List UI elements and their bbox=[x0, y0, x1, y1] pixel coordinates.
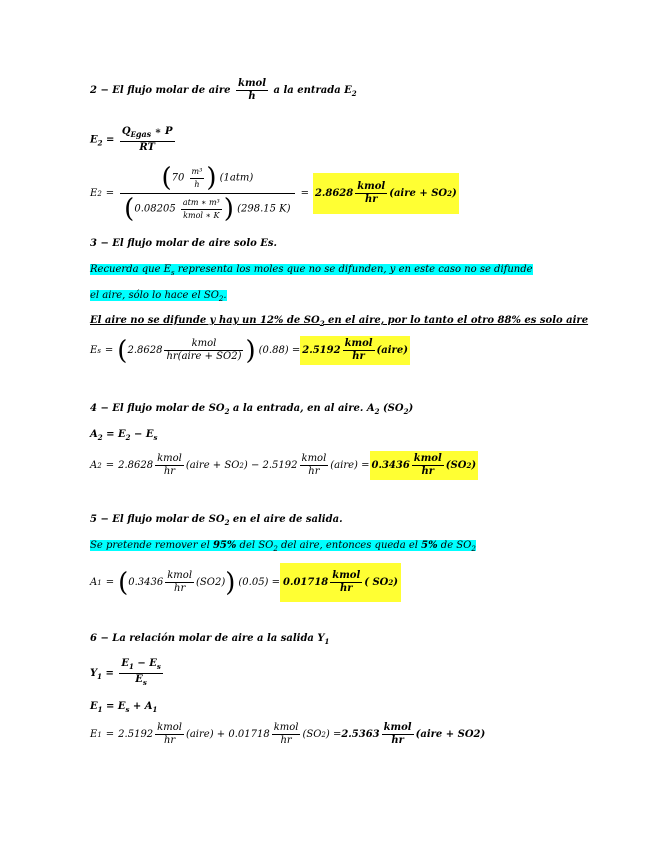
a2-calculation: A 2 = 2.8628 $\frac{\text{kmol}}{hr}$ (aire + SO 2 ) − 2.5192 $\frac{\text{kmol}}{hr}$ (aire) = 0.3436 $\frac{\text{kmol}}{hr}$ (SO 2 ) bbox=[90, 451, 478, 480]
equation-term: (aire) = bbox=[330, 460, 370, 471]
subscript: 1 bbox=[128, 662, 134, 671]
equation-term: (aire) + 0.01718 bbox=[185, 729, 270, 740]
section-6-heading bbox=[90, 632, 329, 648]
temperature-value: (298.15 K) bbox=[237, 203, 291, 215]
a2-definition bbox=[90, 428, 157, 444]
equals-sign: = bbox=[102, 134, 118, 146]
equation-lhs: A bbox=[90, 429, 98, 440]
note-text: . bbox=[223, 290, 227, 301]
es-calculation: E s = ( 2.8628 $\frac{\text{kmol}}{\text{hr(aire + SO2)}}$ ) (0.88) = 2.5192 $\frac{\text{kmol}}{hr}$ (aire) bbox=[90, 335, 408, 366]
fraction-numerator: kmol bbox=[273, 722, 299, 733]
equation-term: = E bbox=[102, 701, 126, 712]
statement-text: El aire no se difunde y hay un bbox=[90, 315, 261, 326]
subscript: 2 bbox=[97, 138, 103, 148]
fraction-denominator: hr bbox=[391, 735, 404, 746]
equation-term: ) = bbox=[325, 729, 342, 740]
section-4-heading bbox=[90, 402, 413, 418]
equation-term: = E bbox=[102, 429, 126, 440]
fraction-numerator: kmol bbox=[383, 722, 412, 733]
e2-fraction bbox=[120, 126, 175, 154]
factor-value: (0.88) = bbox=[258, 345, 301, 356]
result-unit: ) bbox=[393, 577, 399, 588]
fraction-numerator: kmol bbox=[164, 338, 243, 351]
heading-text: 5 − El flujo molar de SO bbox=[90, 514, 225, 525]
subscript: 2 bbox=[466, 461, 472, 470]
note-text: el aire, sólo lo hace el SO bbox=[90, 290, 219, 301]
result-unit: (aire + SO bbox=[389, 188, 448, 199]
heading-text: a la entrada E bbox=[273, 85, 352, 96]
fraction-numerator: kmol bbox=[157, 453, 182, 464]
fraction-denominator: hr bbox=[364, 194, 378, 205]
subscript: s bbox=[156, 662, 161, 671]
note-line-2 bbox=[90, 289, 227, 306]
fraction-denominator: hr bbox=[352, 351, 365, 362]
heading-text: 6 − La relación molar de aire a la salida Y bbox=[90, 633, 325, 644]
subscript: 1 bbox=[152, 705, 158, 714]
note-text: de SO bbox=[437, 540, 472, 551]
subscript: s bbox=[97, 346, 101, 355]
result-unit: ( SO bbox=[364, 577, 389, 588]
subscript: 2 bbox=[224, 518, 230, 527]
fraction-numerator: E bbox=[121, 658, 129, 669]
pressure-value: (1atm) bbox=[219, 172, 254, 184]
subscript: 2 bbox=[403, 407, 409, 416]
result-unit: (aire + SO2) bbox=[415, 729, 486, 740]
e1-definition bbox=[90, 700, 157, 716]
equation-lhs: E bbox=[90, 701, 98, 712]
subscript: 2 bbox=[224, 407, 230, 416]
note-text: del SO bbox=[236, 540, 274, 551]
equation-term: + A bbox=[129, 701, 153, 712]
factor-value: (0.05) = bbox=[238, 577, 281, 588]
note-text: Recuerda que E bbox=[90, 264, 171, 275]
subscript: gas bbox=[135, 129, 152, 139]
section-3-heading: 3 − El flujo molar de aire solo Es. bbox=[90, 238, 278, 249]
fraction-numerator: kmol bbox=[413, 453, 442, 464]
subscript: s bbox=[142, 678, 147, 687]
subscript: 1 bbox=[324, 637, 330, 646]
flow-value: 0.3436 bbox=[128, 577, 164, 588]
equation-lhs: E bbox=[90, 134, 98, 146]
equation-term: (aire + SO bbox=[185, 460, 240, 471]
y1-definition: $Y_1$ = $\frac{E_1 - E_s}{E_s}$ bbox=[90, 658, 161, 687]
percent-value: 12% bbox=[260, 315, 284, 326]
fraction-numerator: kmol bbox=[157, 722, 182, 733]
fraction-denominator: hr bbox=[421, 466, 435, 477]
unit-numerator: m³ bbox=[190, 166, 205, 179]
equation-lhs: Y bbox=[90, 668, 98, 679]
subscript: 2 bbox=[97, 461, 102, 470]
heading-fraction bbox=[236, 78, 268, 103]
note-text: del aire, entonces queda el bbox=[277, 540, 422, 551]
heading-text: a la entrada, en al aire. A bbox=[229, 403, 375, 414]
note-text: representa los moles que no se difunden, y en este caso no se difunde bbox=[174, 264, 533, 275]
equation-lhs: E bbox=[90, 729, 98, 740]
gas-constant: 0.08205 bbox=[134, 203, 176, 215]
equation-lhs: A bbox=[90, 460, 98, 471]
fraction-denominator: hr bbox=[174, 583, 186, 594]
section-2-heading bbox=[90, 78, 357, 103]
percent-value: 5% bbox=[421, 540, 438, 551]
flow-value: 70 bbox=[171, 172, 185, 184]
fraction-numerator: kmol bbox=[357, 181, 386, 192]
fraction-denominator: hr bbox=[163, 735, 176, 746]
result-unit: (aire) bbox=[376, 345, 408, 356]
equation-lhs: E bbox=[90, 345, 98, 356]
subscript: 2 bbox=[239, 461, 244, 470]
subscript: E bbox=[130, 130, 136, 139]
heading-text: 2 − El flujo molar de aire bbox=[90, 85, 231, 96]
e2-definition bbox=[90, 126, 177, 154]
equation-lhs: A bbox=[90, 577, 98, 588]
heading-text: 4 − El flujo molar de SO bbox=[90, 403, 225, 414]
fraction-numerator: kmol bbox=[332, 570, 361, 581]
fraction-numerator: Q bbox=[121, 126, 131, 137]
result-unit: (SO bbox=[445, 460, 467, 471]
subscript: 1 bbox=[97, 578, 102, 587]
a1-calculation: A 1 = ( 0.3436 $\frac{\text{kmol}}{hr}$ (SO2) ) (0.05) = 0.01718 $\frac{\text{kmol}}{hr}$ ( SO 2 ) bbox=[90, 563, 401, 602]
subscript: 2 bbox=[321, 730, 326, 739]
section-5-heading bbox=[90, 513, 343, 529]
flow-value: 2.5192 bbox=[118, 729, 154, 740]
subscript: 1 bbox=[97, 730, 102, 739]
e2-result-highlight bbox=[313, 173, 459, 214]
subscript: 1 bbox=[97, 672, 103, 681]
unit-denominator: h bbox=[194, 179, 200, 189]
subscript: 2 bbox=[447, 189, 453, 198]
heading-text: (SO bbox=[379, 403, 404, 414]
e2-big-fraction: (70 $\frac{\text{m³}}{h}$ ) (1atm) (0.08205 $\frac{\text{atm ∗ m³}}{\text{kmol ∗ K}}$ ) (298.15 K) bbox=[120, 163, 294, 224]
fraction-numerator: kmol bbox=[167, 570, 193, 581]
fraction-numerator: kmol bbox=[301, 453, 327, 464]
subscript: s bbox=[153, 433, 158, 442]
fraction-denominator: hr bbox=[280, 735, 292, 746]
note-text: Se pretende remover el bbox=[90, 540, 213, 551]
result-value: 2.5363 bbox=[341, 729, 380, 740]
equation-term: − E bbox=[130, 429, 154, 440]
fraction-denominator: hr(aire + SO2) bbox=[166, 351, 242, 362]
subscript: 2 bbox=[374, 407, 380, 416]
equation-lhs: E bbox=[90, 188, 98, 199]
percent-value: 95% bbox=[212, 540, 237, 551]
a1-result-highlight bbox=[280, 563, 401, 602]
flow-value: 2.8628 bbox=[118, 460, 154, 471]
result-unit: ) bbox=[471, 460, 477, 471]
heading-text: en el aire de salida. bbox=[229, 514, 343, 525]
subscript: 2 bbox=[319, 319, 325, 328]
result-unit: ) bbox=[452, 188, 457, 199]
subscript: 2 bbox=[273, 545, 278, 553]
fraction-numerator: kmol bbox=[344, 338, 373, 349]
unit-denominator: kmol ∗ K bbox=[183, 210, 220, 220]
es-result-highlight bbox=[300, 336, 410, 365]
underlined-statement bbox=[90, 314, 588, 330]
equation-term: (SO bbox=[302, 729, 322, 740]
subscript: 1 bbox=[97, 705, 103, 714]
result-value: 2.5192 bbox=[302, 345, 341, 356]
subscript: 2 bbox=[388, 578, 394, 587]
fraction-denominator: E bbox=[135, 674, 143, 685]
flow-value: 2.8628 bbox=[127, 345, 163, 356]
fraction-denominator: hr bbox=[339, 583, 353, 594]
a2-result-highlight bbox=[370, 451, 479, 480]
subscript: 2 bbox=[125, 433, 131, 442]
unit-numerator: atm ∗ m³ bbox=[181, 197, 222, 210]
result-value: 0.3436 bbox=[371, 460, 410, 471]
note-line-1 bbox=[90, 263, 533, 280]
statement-text: es solo aire bbox=[520, 315, 589, 326]
fraction-denominator: h bbox=[248, 91, 256, 102]
result-value: 0.01718 bbox=[283, 577, 329, 588]
subscript: s bbox=[170, 269, 175, 277]
fraction-numerator: kmol bbox=[238, 78, 267, 89]
percent-value: 88% bbox=[497, 315, 521, 326]
subscript: s bbox=[125, 705, 130, 714]
subscript: 2 bbox=[471, 545, 476, 553]
fraction-denominator: hr bbox=[163, 466, 176, 477]
fraction-numerator: − E bbox=[133, 658, 157, 669]
result-value: 2.8628 bbox=[314, 188, 354, 199]
fraction-denominator: RT bbox=[139, 142, 155, 153]
statement-text: en el aire, por lo tanto el otro bbox=[324, 315, 498, 326]
subscript: 2 bbox=[97, 433, 103, 442]
subscript: 2 bbox=[351, 89, 357, 98]
e1-calculation: E 1 = 2.5192 $\frac{\text{kmol}}{hr}$ (aire) + 0.01718 $\frac{\text{kmol}}{hr}$ (SO 2 ) = 2.5363 $\frac{\text{kmol}}{hr}$ (aire + SO2) bbox=[90, 722, 486, 746]
statement-text: de SO bbox=[283, 315, 320, 326]
subscript: 2 bbox=[218, 295, 224, 303]
note-line-3 bbox=[90, 539, 476, 556]
fraction-denominator: hr bbox=[308, 466, 320, 477]
fraction-numerator-rest: ∗ P bbox=[151, 126, 173, 137]
e2-calculation: E 2 = (70 $\frac{\text{m³}}{h}$ ) (1atm) (0.08205 $\frac{\text{atm ∗ m³}}{\text{kmol ∗ K}}$ ) (298.15 K) = 2.8628 $\frac{\text{kmol}}{hr}$ (aire + SO 2 ) bbox=[90, 163, 457, 224]
heading-text: ) bbox=[408, 403, 414, 414]
equation-term: ) − 2.5192 bbox=[243, 460, 298, 471]
equation-term: (SO2) bbox=[196, 577, 226, 588]
subscript: 2 bbox=[97, 189, 102, 198]
